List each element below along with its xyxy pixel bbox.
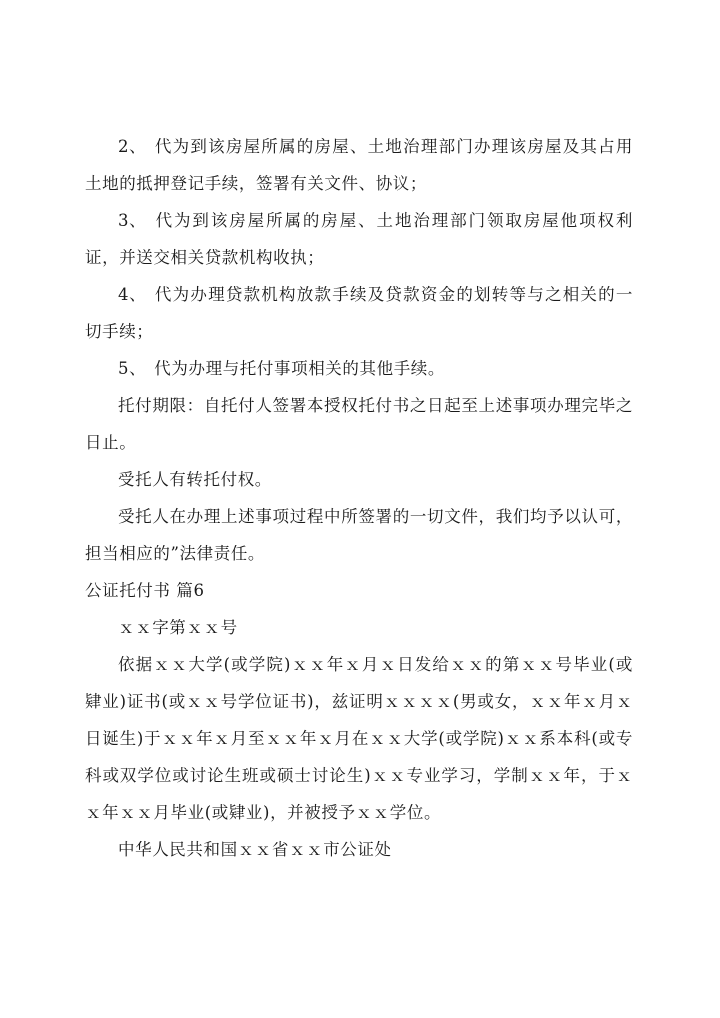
liability-paragraph: 受托人在办理上述事项过程中所签署的一切文件，我们均予以认可，担当相应的”法律责任。 [85, 507, 633, 563]
document-body [85, 128, 633, 868]
list-item [85, 276, 633, 350]
item-text: 代为办理贷款机构放款手续及贷款资金的划转等与之相关的一切手续； [85, 285, 633, 341]
certificate-body: 依据ｘｘ大学(或学院)ｘｘ年ｘ月ｘ日发给ｘｘ的第ｘｘ号毕业(或肄业)证书(或ｘｘ号学位证书)，兹证明ｘｘｘｘ(男或女，ｘｘ年ｘ月ｘ日诞生)于ｘｘ年ｘ月至ｘｘ年ｘ月在ｘｘ大学(或学院)ｘｘ系本科(或专科或双学位或讨论生班或硕士讨论生)ｘｘ专业学习，学制ｘｘ年，于ｘｘ年ｘｘ月毕业(或肄业)，并被授予ｘｘ学位。 [85, 655, 633, 822]
term-paragraph: 托付期限：自托付人签署本授权托付书之日起至上述事项办理完毕之日止。 [85, 396, 633, 452]
section-title: 公证托付书 篇6 [85, 581, 205, 600]
list-item [85, 350, 633, 387]
item-number: 2、 [118, 137, 147, 156]
item-text: 代为办理与托付事项相关的其他手续。 [154, 359, 445, 378]
transfer-paragraph: 受托人有转托付权。 [118, 470, 272, 489]
list-item [85, 128, 633, 202]
item-number: 4、 [118, 285, 147, 304]
list-item [85, 202, 633, 276]
item-text: 代为到该房屋所属的房屋、土地治理部门办理该房屋及其占用土地的抵押登记手续，签署有关文件、协议； [85, 137, 633, 193]
item-text: 代为到该房屋所属的房屋、土地治理部门领取房屋他项权利证，并送交相关贷款机构收执； [85, 211, 633, 267]
issuer-line: 中华人民共和国ｘｘ省ｘｘ市公证处 [118, 840, 392, 859]
item-number: 3、 [118, 211, 147, 230]
item-number: 5、 [118, 359, 147, 378]
document-number: ｘｘ字第ｘｘ号 [118, 618, 238, 637]
